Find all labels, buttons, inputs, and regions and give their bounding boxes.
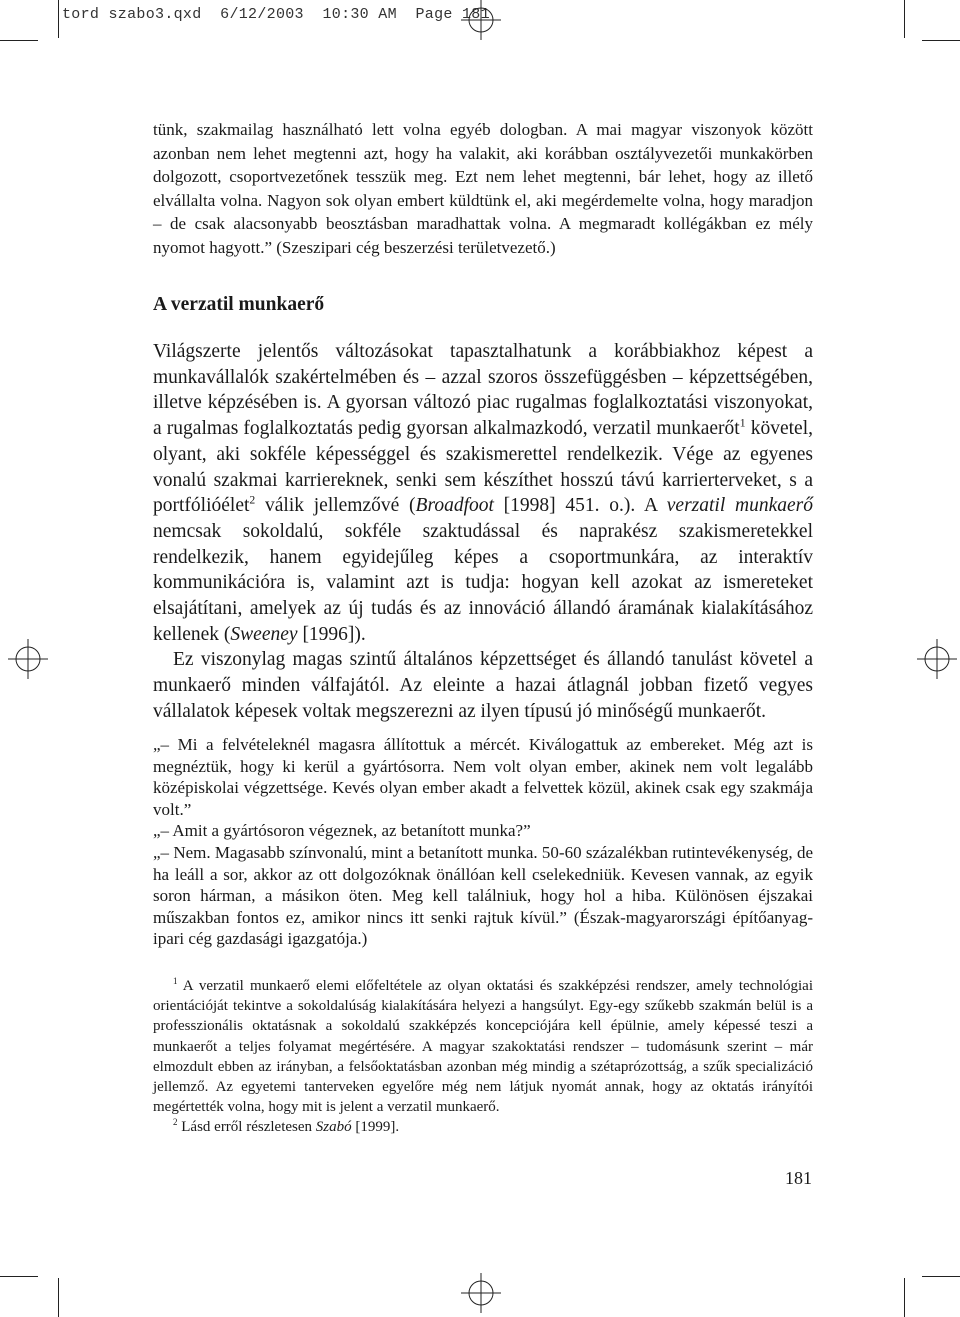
footnote-1-number: 1 [173,976,178,986]
quote-line-2: „– Amit a gyártósoron végeznek, az betanított munka?” [153,821,531,841]
slug-file: tord szabo3.qxd [62,6,202,23]
quote-line-1: „– Mi a felvételeknél magasra állítottuk a mércét. Kiválogattuk az embereket. Még azt is megnéztük, hogy ki kerül a gyártósorra. Nem volt olyan ember, akinek nem volt legalább középiskolai végzettsége. Kevés olyan ember akadt a felvettek közül, akinek csak egy szakmája volt.” [153,735,813,819]
body-paragraph-2: Ez viszonylag magas szintű általános képzettséget és állandó tanulást követel a munkaerő minden válfajától. Az eleinte a hazai átlagnál jobban fizető vegyes vállalatok képesek voltak megszerezni az ilyen típusú jó minőségű munkaerőt. [153,649,813,722]
slug-page: Page 181 [415,6,490,23]
footnote-1: $^1$ A verzatil munkaerő elemi előfeltétele az olyan oktatási és szakképzési rendszer, amely technológiai orientációját tekintve a sokoldalúság kialakítására helyezi a hangsúlyt. Egy-egy szűkebb szakmán belül is a professzionális oktatásnak a sokoldalú szakképzés koncepciójára kell épülnie, amely képessé teszi a munkaerőt a teljes folyamat megértésére. A magyar szakoktatási rendszer – tudomásunk szerint – már elmozdult ebben az irányban, a felsőoktatásban azonban még mindig a szétaprózottság, a szűk specializáció jellemző. Az egyetemi tanterveken egyelőre még nem látjuk nyomát annak, hogy az oktatás irányítói megértették volna, hogy mit is jelent a verzatil munkaerő. [153,976,813,1116]
print-slug [62,6,490,23]
footnote-2-number: 2 [173,1117,178,1128]
citation-broadfoot: Broadfoot [415,495,494,517]
page-number: 181 [785,1168,812,1188]
footnotes [153,976,813,1138]
registration-mark-top-icon [461,0,501,40]
intro-paragraph: tünk, szakmailag használható lett volna egyéb dologban. A mai magyar viszonyok között azonban nem lehet megtenni azt, hogy ha valakit, aki korábban osztályvezetői munkakörben dolgozott, csoportvezetőnek tesszük meg. Ezt nem lehet megtenni, bár lehet, hogy az illető elvállalta volna. Nagyon sok olyan embert küldtünk el, aki megérdemelte volna, hogy maradjon – de csak alacsonyabb beosztásban maradhattak volna. A megmaradt kollégákban ez mély nyomot hagyott.” (Szeszipari cég beszerzési területvezető.) [153,120,813,257]
crop-mark-bottom-right-v [904,1278,905,1317]
crop-mark-top-right-v [904,0,905,38]
registration-mark-bottom-icon [461,1273,501,1313]
footnote-2: $^2$ Lásd erről részletesen Szabó [1999]. [173,1117,400,1136]
footnote-ref-1: 1 [739,416,746,430]
crop-mark-bottom-left-h [0,1276,38,1277]
footnote-ref-2: 2 [249,493,256,507]
term-verzatil-munkaero: verzatil munkaerő [666,495,813,517]
slug-time: 10:30 AM [322,6,397,23]
registration-mark-left-icon [8,639,48,679]
slug-date: 6/12/2003 [220,6,304,23]
registration-mark-right-icon [917,639,957,679]
crop-mark-top-left-h [0,40,38,41]
citation-sweeney: Sweeney [230,623,298,645]
body-paragraph-1: Világszerte jelentős változásokat tapasztalhatunk a korábbiakhoz képest a munkavállalók szakértelmében és – azzal szoros összefüggésben – képzettségében, illetve képzésében is. A gyorsan változó piac rugalmas foglalkoztatási viszonyokat, a rugalmas foglalkoztatás pedig gyorsan alkalmazkodó, verzatil munkaerőt$^1$ követel, olyant, aki sokféle képességgel és szakismerettel rendelkezik. Vége az egyenes vonalú szakmai karriereknek, senki sem készíthet hosszú távú karrierterveket, s a portfólióélet$^2$ válik jellemzővé (Broadfoot [1998] 451. o.). A verzatil munkaerő nemcsak sokoldalú, sokféle szaktudással és naprakész szakismeretekkel rendelkezik, hanem egyidejűleg képes a csoportmunkára, az interaktív kommunikációra is, valamint azt is tudja: hogyan kell azokat az ismereteket elsajátítani, amelyek az új tudás és az innováció állandó áramának kialakításához kellenek (Sweeney [1996]). [153,341,813,645]
crop-mark-top-left-v [58,0,59,38]
quote-line-3: „– Nem. Magasabb színvonalú, mint a betanított munka. 50-60 százalékban rutintevékenység, de ha leáll a sor, akkor az ott dolgozóknak önállóan kell cselekedniük. Kevesen vannak, az egyik soron hárman, a másikon öten. Meg kell találniuk, hogy hol a hiba. Különösen éjszakai műszakban fontos ez, amikor nincs itt senki rajtuk kívül.” (Észak-magyarországi építőanyag-ipari cég gazdasági igazgatója.) [153,842,813,949]
crop-mark-bottom-right-h [922,1276,960,1277]
intro-block [153,118,813,259]
section-heading: A verzatil munkaerő [153,294,325,315]
interview-quote [153,734,813,950]
crop-mark-top-right-h [922,40,960,41]
crop-mark-bottom-left-v [58,1278,59,1317]
citation-szabo: Szabó [315,1119,352,1136]
body-text [153,339,813,725]
